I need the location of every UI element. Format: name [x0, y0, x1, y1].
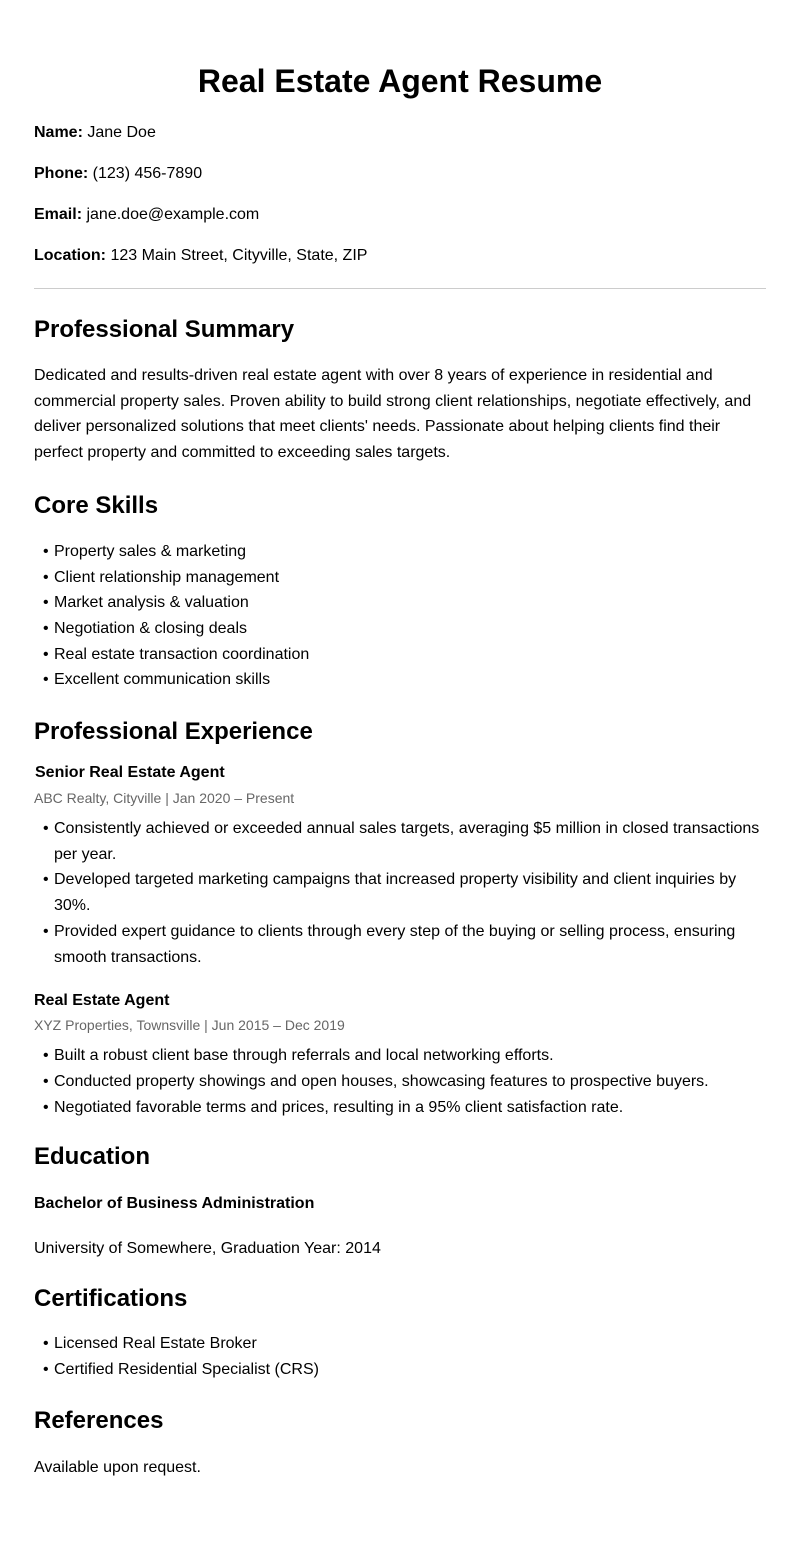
contact-phone — [34, 162, 766, 186]
experience-heading: Professional Experience — [34, 718, 313, 746]
bullet-text: Conducted property showings and open houses, showcasing features to prospective buyers. — [54, 1072, 709, 1090]
education-heading: Education — [34, 1143, 151, 1171]
list-item — [43, 1331, 766, 1357]
references-heading: References — [34, 1406, 164, 1434]
certification-text: Certified Residential Specialist (CRS) — [54, 1361, 319, 1379]
phone-value: (123) 456-7890 — [92, 165, 203, 182]
skill-text: Negotiation & closing deals — [54, 619, 248, 637]
bullet-icon: • — [43, 542, 49, 560]
bullet-icon: • — [43, 820, 49, 838]
contact-info — [34, 121, 766, 268]
education-degree: Bachelor of Business Administration — [34, 1195, 315, 1213]
bullet-text: Provided expert guidance to clients through every step of the buying or selling process, ensuring smooth transactions. — [54, 922, 736, 966]
bullet-icon: • — [43, 671, 49, 689]
skills-list — [34, 539, 766, 693]
certification-text: Licensed Real Estate Broker — [54, 1335, 257, 1353]
list-item — [43, 565, 766, 591]
list-item — [43, 1069, 766, 1095]
name-value: Jane Doe — [87, 124, 156, 141]
contact-name — [34, 121, 766, 145]
list-item — [43, 539, 766, 565]
bullet-text: Negotiated favorable terms and prices, resulting in a 95% client satisfaction rate. — [54, 1098, 624, 1116]
education-school: University of Somewhere, Graduation Year: 2014 — [34, 1240, 381, 1258]
list-item — [43, 1095, 766, 1121]
list-item — [43, 642, 766, 668]
bullet-icon: • — [43, 1335, 49, 1353]
bullet-icon: • — [43, 922, 49, 940]
bullet-text: Built a robust client base through referrals and local networking efforts. — [54, 1047, 554, 1065]
job-entry — [34, 763, 766, 970]
list-item — [43, 919, 766, 970]
certifications-heading: Certifications — [34, 1285, 188, 1313]
bullet-icon: • — [43, 1361, 49, 1379]
summary-heading: Professional Summary — [34, 316, 295, 343]
list-item — [43, 1043, 766, 1069]
job-meta: ABC Realty, Cityville | Jan 2020 – Present — [34, 790, 295, 807]
list-item — [43, 590, 766, 616]
job-title: Real Estate Agent — [34, 992, 170, 1010]
divider — [34, 288, 766, 289]
bullet-icon: • — [43, 645, 49, 663]
bullet-icon: • — [43, 871, 49, 889]
skill-text: Property sales & marketing — [54, 542, 247, 560]
contact-location — [34, 244, 766, 268]
bullet-icon: • — [43, 1072, 49, 1090]
page-title: Real Estate Agent Resume — [197, 63, 603, 99]
bullet-icon: • — [43, 619, 49, 637]
bullet-text: Developed targeted marketing campaigns that increased property visibility and client inquiries by 30%. — [54, 871, 737, 915]
skill-text: Excellent communication skills — [54, 671, 271, 689]
summary-text: Dedicated and results-driven real estate agent with over 8 years of experience in residential and commercial property sales. Proven ability to build strong client relationships, negotiate effectively, and deliver personalized solutions that meet clients' needs. Passionate about helping clients find their perfect property and committed to exceeding sales targets. — [34, 367, 752, 462]
list-item — [43, 867, 766, 918]
location-label: Location: — [34, 247, 106, 264]
bullet-icon: • — [43, 594, 49, 612]
job-title: Senior Real Estate Agent — [35, 764, 225, 782]
job-bullets — [34, 816, 766, 970]
list-item — [43, 816, 766, 867]
name-label: Name: — [34, 124, 83, 141]
email-value: jane.doe@example.com — [86, 206, 260, 223]
location-value: 123 Main Street, Cityville, State, ZIP — [110, 247, 368, 264]
skill-text: Market analysis & valuation — [54, 594, 249, 612]
job-bullets — [34, 1043, 766, 1120]
email-label: Email: — [34, 206, 83, 223]
job-entry — [34, 991, 766, 1120]
references-text: Available upon request. — [34, 1458, 201, 1476]
skills-heading: Core Skills — [34, 491, 159, 519]
skill-text: Client relationship management — [54, 568, 280, 586]
contact-email — [34, 203, 766, 227]
list-item — [43, 667, 766, 693]
list-item — [43, 1357, 766, 1383]
bullet-icon: • — [43, 568, 49, 586]
certifications-list — [34, 1331, 766, 1382]
bullet-icon: • — [43, 1098, 49, 1116]
job-meta: XYZ Properties, Townsville | Jun 2015 – Dec 2019 — [34, 1017, 345, 1034]
list-item — [43, 616, 766, 642]
skill-text: Real estate transaction coordination — [54, 645, 310, 663]
phone-label: Phone: — [34, 165, 89, 182]
bullet-icon: • — [43, 1047, 49, 1065]
bullet-text: Consistently achieved or exceeded annual sales targets, averaging $5 million in closed transactions per year. — [54, 820, 760, 863]
